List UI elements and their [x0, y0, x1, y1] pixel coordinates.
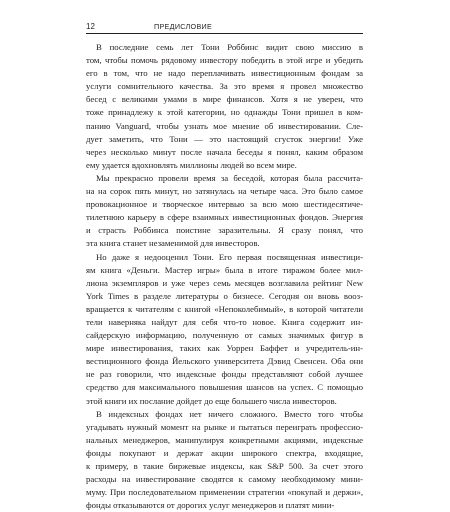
text-line: к примеру, в такие биржевые индексы, как S&P 500. За счет этого — [86, 461, 363, 471]
text-line: тоже принадлежу к этой категории, но однажды Тони пришел в ком- — [86, 107, 363, 118]
text-line: не раз говорили, что индексные фонды представляют собой лучшее — [86, 369, 363, 380]
text-line: на на сорок пять минут, но затянулась на четыре часа. Это было самое — [86, 186, 363, 197]
paragraph — [86, 172, 363, 251]
text-line: этой книги их послание дойдет до еще большего числа инвесторов. — [86, 395, 337, 406]
text-line: В последние семь лет Тони Роббинс видит свою миссию в — [96, 42, 363, 52]
paragraph — [86, 41, 363, 172]
text-line: сайдерскую информацию, полученную от самых значимых фигур в — [86, 330, 363, 341]
text-line: ему удается вдохновлять миллионы людей во всем мире. — [86, 159, 297, 170]
paragraph — [86, 408, 363, 512]
text-line: Но даже я недооценил Тони. Его первая посвященная инвестици- — [96, 251, 363, 262]
text-line: провокационное и творческое интервью за всю мою шестидесятиче- — [86, 199, 363, 210]
paragraph — [86, 251, 363, 408]
page-header — [86, 22, 363, 34]
text-line: угадывать нужный момент на рынке и пытаться переиграть профессио- — [86, 421, 363, 432]
text-line: Мы прекрасно провели время за беседой, которая была рассчита- — [96, 172, 363, 183]
text-line: его в том, что не надо переплачивать инвестиционным фондам за — [86, 68, 363, 79]
text-line: бесед с великими умами в мире финансов. Хотя я не уверен, что — [86, 94, 363, 105]
text-line: лиона экземпляров и уже через семь месяцев возглавила рейтинг New — [86, 277, 363, 288]
text-line: тели наверняка найдут для себя что-то новое. Книга содержит ин- — [86, 316, 363, 327]
text-line: York Times в разделе литературы о бизнесе. Сегодня он вновь вооз- — [86, 290, 363, 301]
running-head: ПРЕДИСЛОВИЕ — [154, 22, 213, 31]
text-line: расходы на инвестирование сводятся к самому необходимому мини- — [86, 474, 363, 485]
text-line: нальных менеджеров, манипулируя конкретными акциями, индексные — [86, 434, 363, 445]
text-line: тилетнюю карьеру в сфере взаимных инвестиционных фондов. Энергия — [86, 212, 363, 223]
text-line: ям книга «Деньги. Мастер игры» была в итоге тиражом более мил- — [86, 264, 363, 275]
text-line: средство для максимального повышения шансов на успех. С помощью — [86, 382, 363, 393]
text-line: эта книга станет незаменимой для инвесторов. — [86, 238, 260, 249]
text-line: дует заметить, что Тони — это настоящий сгусток энергии! Уже — [86, 133, 363, 144]
text-line: муму. При последовательном применении стратегии «покупай и держи», — [86, 487, 363, 498]
text-line: услуги сомнительного качества. За это время я провел множество — [86, 81, 363, 92]
body-text — [86, 41, 363, 512]
text-line: фонды покупают и держат акции широкого спектра, входящие, — [86, 447, 363, 458]
text-line: вестиционного фонда Йельского университета Дэвид Свенсен. Оба они — [86, 356, 363, 367]
text-line: и страсть Роббинса поистине заразительны. Я сразу понял, что — [86, 225, 363, 236]
text-line: мире инвестирования, таких как Уоррен Баффет и учредитель-ин- — [86, 343, 363, 354]
text-line: фонды отказываются от дорогих услуг менеджеров и платят мини- — [86, 500, 335, 511]
text-line: через несколько минут после начала беседы я понял, каким образом — [86, 146, 363, 157]
text-line: В индексных фондах нет ничего сложного. Вместо того чтобы — [96, 408, 363, 419]
text-line: вращается к читателям с книгой «Непоколебимый», в которой читатели — [86, 303, 363, 314]
text-line: панию Vanguard, чтобы узнать мое мнение об инвестировании. Сле- — [86, 120, 363, 131]
text-line: том, чтобы помочь рядовому инвестору победить в этой игре и убедить — [86, 55, 363, 66]
page-number: 12 — [86, 22, 95, 31]
header-rule — [86, 33, 363, 34]
